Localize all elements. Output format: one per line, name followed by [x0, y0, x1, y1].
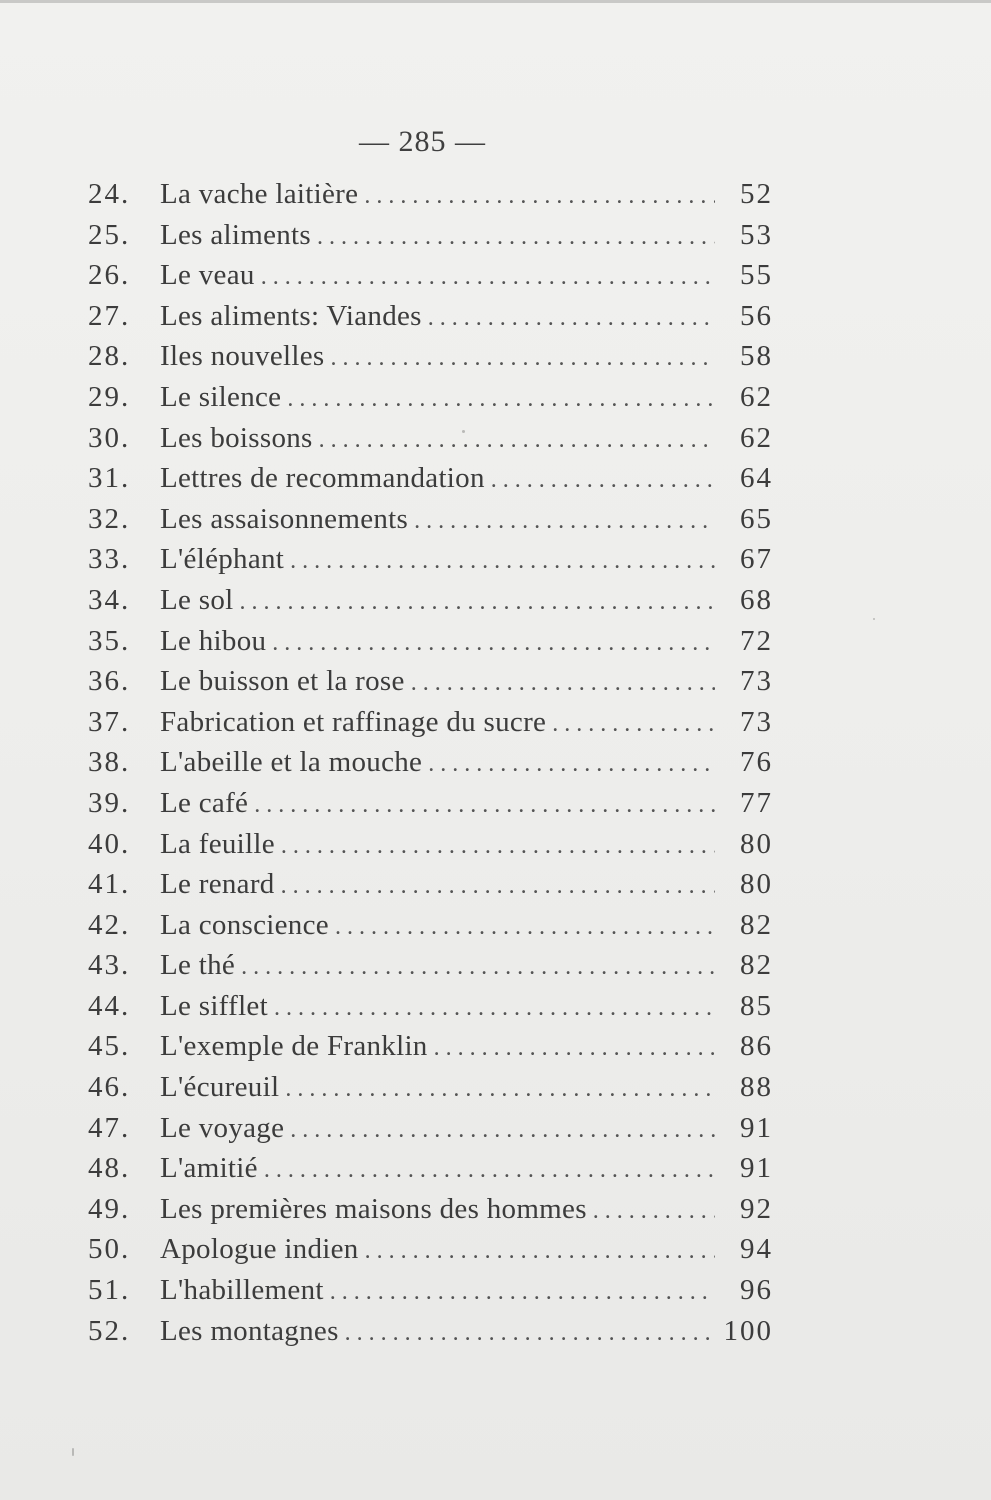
toc-entry	[88, 1152, 773, 1193]
toc-entry-title: Les montagnes	[160, 1314, 339, 1347]
toc-entry	[88, 543, 773, 584]
toc-entry-title: Le hibou	[160, 624, 267, 657]
toc-entry	[88, 949, 773, 990]
dot-leader	[593, 1197, 715, 1225]
toc-entry-title: Le sifflet	[160, 989, 268, 1022]
toc-entry-page: 94	[740, 1233, 773, 1266]
dot-leader	[261, 263, 715, 291]
toc-entry-page: 91	[740, 1152, 773, 1185]
dot-leader	[365, 1237, 715, 1265]
dot-leader	[330, 344, 715, 372]
toc-entry-title: Le thé	[160, 949, 236, 982]
dot-leader	[264, 1156, 715, 1184]
toc-entry-page: 82	[740, 908, 773, 941]
toc-entry-number: 31.	[88, 462, 131, 495]
toc-entry-number: 27.	[88, 299, 131, 332]
toc-entry	[88, 422, 773, 463]
toc-entry-title: Iles nouvelles	[160, 340, 325, 373]
toc-entry-number: 47.	[88, 1111, 131, 1144]
toc-entry-number: 40.	[88, 827, 131, 860]
toc-entry-title: Le sol	[160, 583, 234, 616]
toc-entry	[88, 990, 773, 1031]
dot-leader	[287, 385, 715, 413]
toc-entry-number: 50.	[88, 1233, 131, 1266]
dot-leader	[335, 913, 715, 941]
toc-entry-number: 30.	[88, 421, 131, 454]
toc-entry-title: Les premières maisons des hommes	[160, 1192, 587, 1225]
toc-entry-page: 62	[740, 421, 773, 454]
toc-entry	[88, 503, 773, 544]
dot-leader	[317, 223, 715, 251]
toc-entry-page: 85	[740, 989, 773, 1022]
toc-entry-title: L'éléphant	[160, 543, 285, 576]
toc-entry	[88, 909, 773, 950]
dot-leader	[491, 466, 715, 494]
toc-entry	[88, 1071, 773, 1112]
toc-entry-title: Le buisson et la rose	[160, 665, 405, 698]
toc-entry-number: 26.	[88, 259, 131, 292]
toc-entry	[88, 868, 773, 909]
dot-leader	[552, 710, 715, 738]
toc-entry-title: L'abeille et la mouche	[160, 746, 423, 779]
dot-leader	[414, 507, 715, 535]
toc-entry-title: Fabrication et raffinage du sucre	[160, 705, 547, 738]
toc-entry	[88, 1274, 773, 1315]
toc-entry	[88, 1030, 773, 1071]
toc-entry-number: 41.	[88, 868, 131, 901]
toc-entry-page: 64	[740, 462, 773, 495]
toc-entry-number: 52.	[88, 1314, 131, 1347]
toc-entry-page: 86	[740, 1030, 773, 1063]
toc-entry	[88, 746, 773, 787]
dot-leader	[434, 1034, 715, 1062]
toc-entry	[88, 828, 773, 869]
dot-leader	[290, 1116, 715, 1144]
toc-entry-number: 44.	[88, 989, 131, 1022]
dot-leader	[330, 1278, 715, 1306]
dot-leader	[290, 547, 715, 575]
toc-entry-number: 25.	[88, 218, 131, 251]
dot-leader	[364, 182, 715, 210]
toc-entry	[88, 1315, 773, 1356]
toc-entry-number: 46.	[88, 1071, 131, 1104]
toc-entry-title: Le voyage	[160, 1111, 285, 1144]
toc-entry-page: 58	[740, 340, 773, 373]
toc-entry-page: 80	[740, 868, 773, 901]
toc-entry-page: 72	[740, 624, 773, 657]
toc-entry-title: L'habillement	[160, 1274, 324, 1307]
toc-entry	[88, 1233, 773, 1274]
toc-entry-title: La vache laitière	[160, 178, 359, 210]
table-of-contents	[88, 178, 773, 1355]
dot-leader	[285, 1075, 715, 1103]
toc-entry-title: Le silence	[160, 380, 282, 413]
toc-entry-page: 67	[740, 543, 773, 576]
toc-entry-page: 68	[740, 583, 773, 616]
toc-entry-page: 55	[740, 259, 773, 292]
toc-entry-number: 24.	[88, 178, 131, 210]
toc-entry-number: 42.	[88, 908, 131, 941]
dot-leader	[272, 629, 715, 657]
toc-entry	[88, 706, 773, 747]
toc-entry-page: 100	[723, 1314, 773, 1347]
toc-entry-title: Le café	[160, 786, 249, 819]
toc-entry-number: 35.	[88, 624, 131, 657]
toc-entry-number: 37.	[88, 705, 131, 738]
toc-entry-number: 36.	[88, 665, 131, 698]
toc-entry-title: Les aliments	[160, 218, 311, 251]
toc-entry	[88, 625, 773, 666]
toc-entry-title: La feuille	[160, 827, 275, 860]
toc-entry-title: Le veau	[160, 259, 255, 292]
dot-leader	[411, 669, 715, 697]
toc-entry-title: La conscience	[160, 908, 329, 941]
toc-entry-title: Le renard	[160, 868, 275, 901]
dot-leader	[345, 1319, 714, 1347]
toc-entry-number: 38.	[88, 746, 131, 779]
toc-entry-page: 62	[740, 380, 773, 413]
toc-entry-page: 73	[740, 665, 773, 698]
toc-entry-number: 48.	[88, 1152, 131, 1185]
toc-entry-page: 53	[740, 218, 773, 251]
toc-entry-title: L'exemple de Franklin	[160, 1030, 428, 1063]
dot-leader	[281, 832, 715, 860]
toc-entry	[88, 584, 773, 625]
toc-entry	[88, 665, 773, 706]
toc-entry	[88, 381, 773, 422]
toc-entry-page: 65	[740, 502, 773, 535]
dot-leader	[274, 994, 715, 1022]
page-number: — 285 —	[359, 125, 486, 158]
paper-speck	[72, 1448, 74, 1456]
paper-speck	[873, 618, 875, 620]
toc-entry-number: 28.	[88, 340, 131, 373]
dot-leader	[239, 588, 715, 616]
toc-entry-page: 96	[740, 1274, 773, 1307]
toc-entry-title: L'écureuil	[160, 1071, 280, 1104]
toc-entry	[88, 1193, 773, 1234]
toc-entry-title: Les boissons	[160, 421, 313, 454]
toc-entry-number: 51.	[88, 1274, 131, 1307]
dot-leader	[254, 791, 715, 819]
toc-entry-number: 33.	[88, 543, 131, 576]
toc-entry-page: 76	[740, 746, 773, 779]
toc-entry	[88, 1112, 773, 1153]
toc-entry-title: Les assaisonnements	[160, 502, 409, 535]
toc-entry-page: 73	[740, 705, 773, 738]
toc-entry-page: 91	[740, 1111, 773, 1144]
toc-entry-title: Apologue indien	[160, 1233, 359, 1266]
dot-leader	[428, 750, 715, 778]
toc-entry-page: 77	[740, 786, 773, 819]
toc-entry	[88, 178, 773, 219]
paper-speck	[462, 430, 465, 433]
toc-entry	[88, 219, 773, 260]
toc-entry	[88, 340, 773, 381]
toc-entry	[88, 462, 773, 503]
toc-entry-title: Lettres de recommandation	[160, 462, 485, 495]
toc-entry-page: 56	[740, 299, 773, 332]
toc-entry-number: 43.	[88, 949, 131, 982]
toc-entry	[88, 787, 773, 828]
dot-leader	[428, 304, 715, 332]
toc-entry-number: 49.	[88, 1192, 131, 1225]
toc-entry-page: 52	[740, 178, 773, 210]
toc-entry-number: 45.	[88, 1030, 131, 1063]
toc-entry-title: Les aliments: Viandes	[160, 299, 422, 332]
dot-leader	[319, 426, 715, 454]
toc-entry-number: 32.	[88, 502, 131, 535]
toc-entry-page: 88	[740, 1071, 773, 1104]
toc-entry-page: 92	[740, 1192, 773, 1225]
dot-leader	[281, 872, 715, 900]
toc-entry-page: 80	[740, 827, 773, 860]
toc-entry	[88, 300, 773, 341]
dot-leader	[241, 953, 715, 981]
toc-entry-number: 34.	[88, 583, 131, 616]
toc-entry-page: 82	[740, 949, 773, 982]
toc-entry-number: 39.	[88, 786, 131, 819]
toc-entry	[88, 259, 773, 300]
toc-entry-number: 29.	[88, 380, 131, 413]
toc-entry-title: L'amitié	[160, 1152, 258, 1185]
